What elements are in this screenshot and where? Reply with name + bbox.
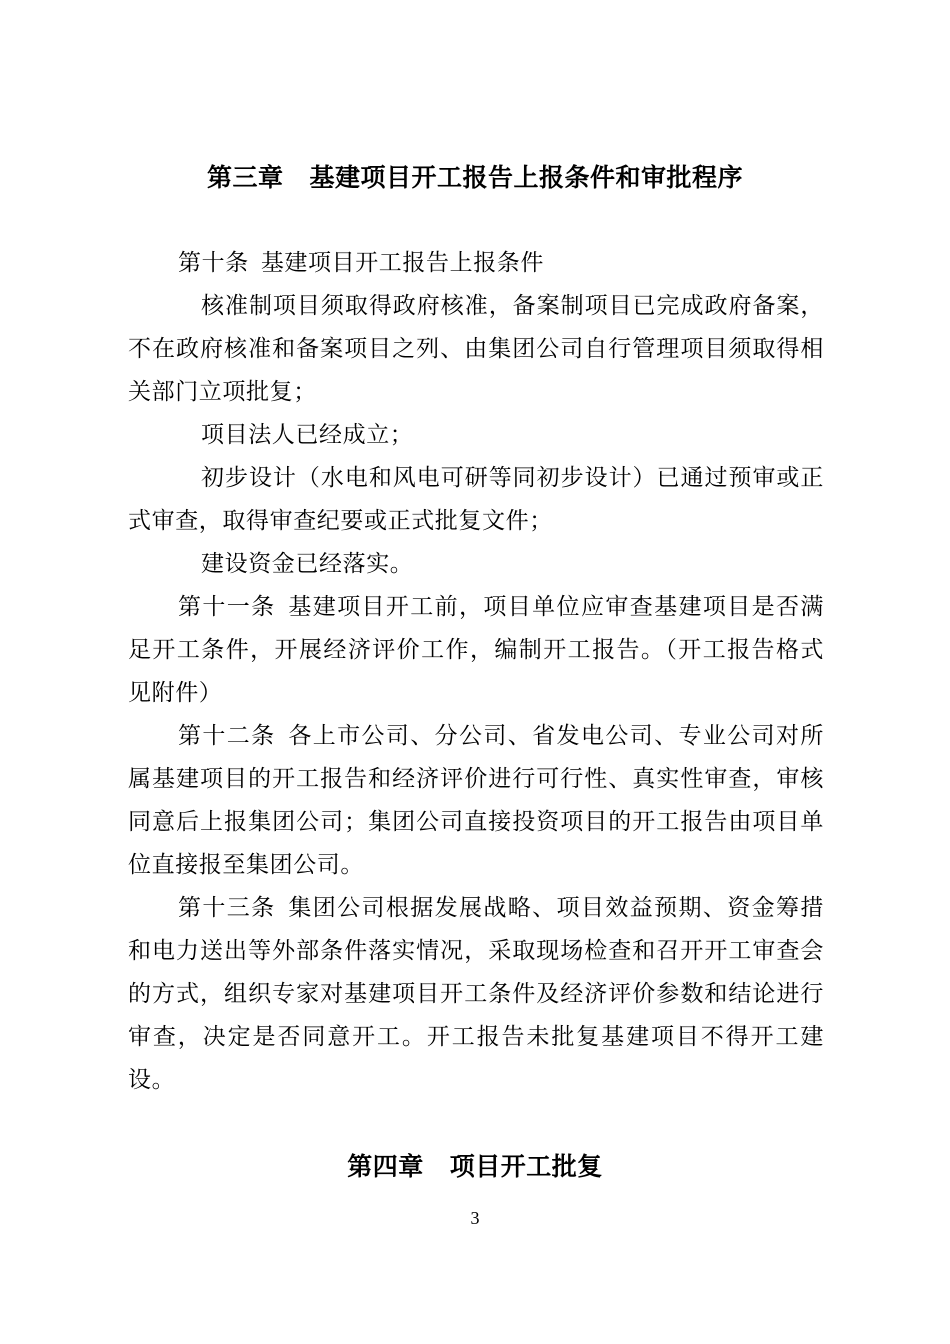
article-10-item-1: 核准制项目须取得政府核准，备案制项目已完成政府备案，不在政府核准和备案项目之列、由集团公司自行管理项目须取得相关部门立项批复； [128,293,824,405]
article-10-item-4: 建设资金已经落实。 [201,551,414,577]
chapter-4-title: 项目开工批复 [449,1152,603,1181]
article-13-label: 第十三条 [178,895,276,921]
article-12-text: 各上市公司、分公司、省发电公司、专业公司对所属基建项目的开工报告和经济评价进行可行性、真实性审查，审核同意后上报集团公司；集团公司直接投资项目的开工报告由项目单位直接报至集团公司。 [128,723,825,878]
article-11-text: 基建项目开工前，项目单位应审查基建项目是否满足开工条件，开展经济评价工作，编制开工报告。（开工报告格式见附件） [128,594,825,706]
chapter-4-heading [0,1152,950,1182]
chapter-4-number: 第四章 [347,1152,424,1181]
article-12 [128,715,824,887]
article-11-label: 第十一条 [178,594,276,620]
article-12-label: 第十二条 [178,723,276,749]
document-body [128,242,824,1102]
chapter-3-title: 基建项目开工报告上报条件和审批程序 [309,163,744,192]
article-10-title: 基建项目开工报告上报条件 [260,250,545,276]
article-10-item-3: 初步设计（水电和风电可研等同初步设计）已通过预审或正式审查，取得审查纪要或正式批复文件； [128,465,824,534]
article-10-heading [128,242,824,285]
article-13 [128,887,824,1102]
article-11 [128,586,824,715]
chapter-3-heading [0,163,950,193]
article-10-item-2: 项目法人已经成立； [201,422,414,448]
article-10-label: 第十条 [178,250,249,276]
article-13-text: 集团公司根据发展战略、项目效益预期、资金筹措和电力送出等外部条件落实情况，采取现场检查和召开开工审查会的方式，组织专家对基建项目开工条件及经济评价参数和结论进行审查，决定是否同意开工。开工报告未批复基建项目不得开工建设。 [128,895,825,1093]
page-number: 3 [470,1208,480,1228]
chapter-3-number: 第三章 [206,163,284,192]
